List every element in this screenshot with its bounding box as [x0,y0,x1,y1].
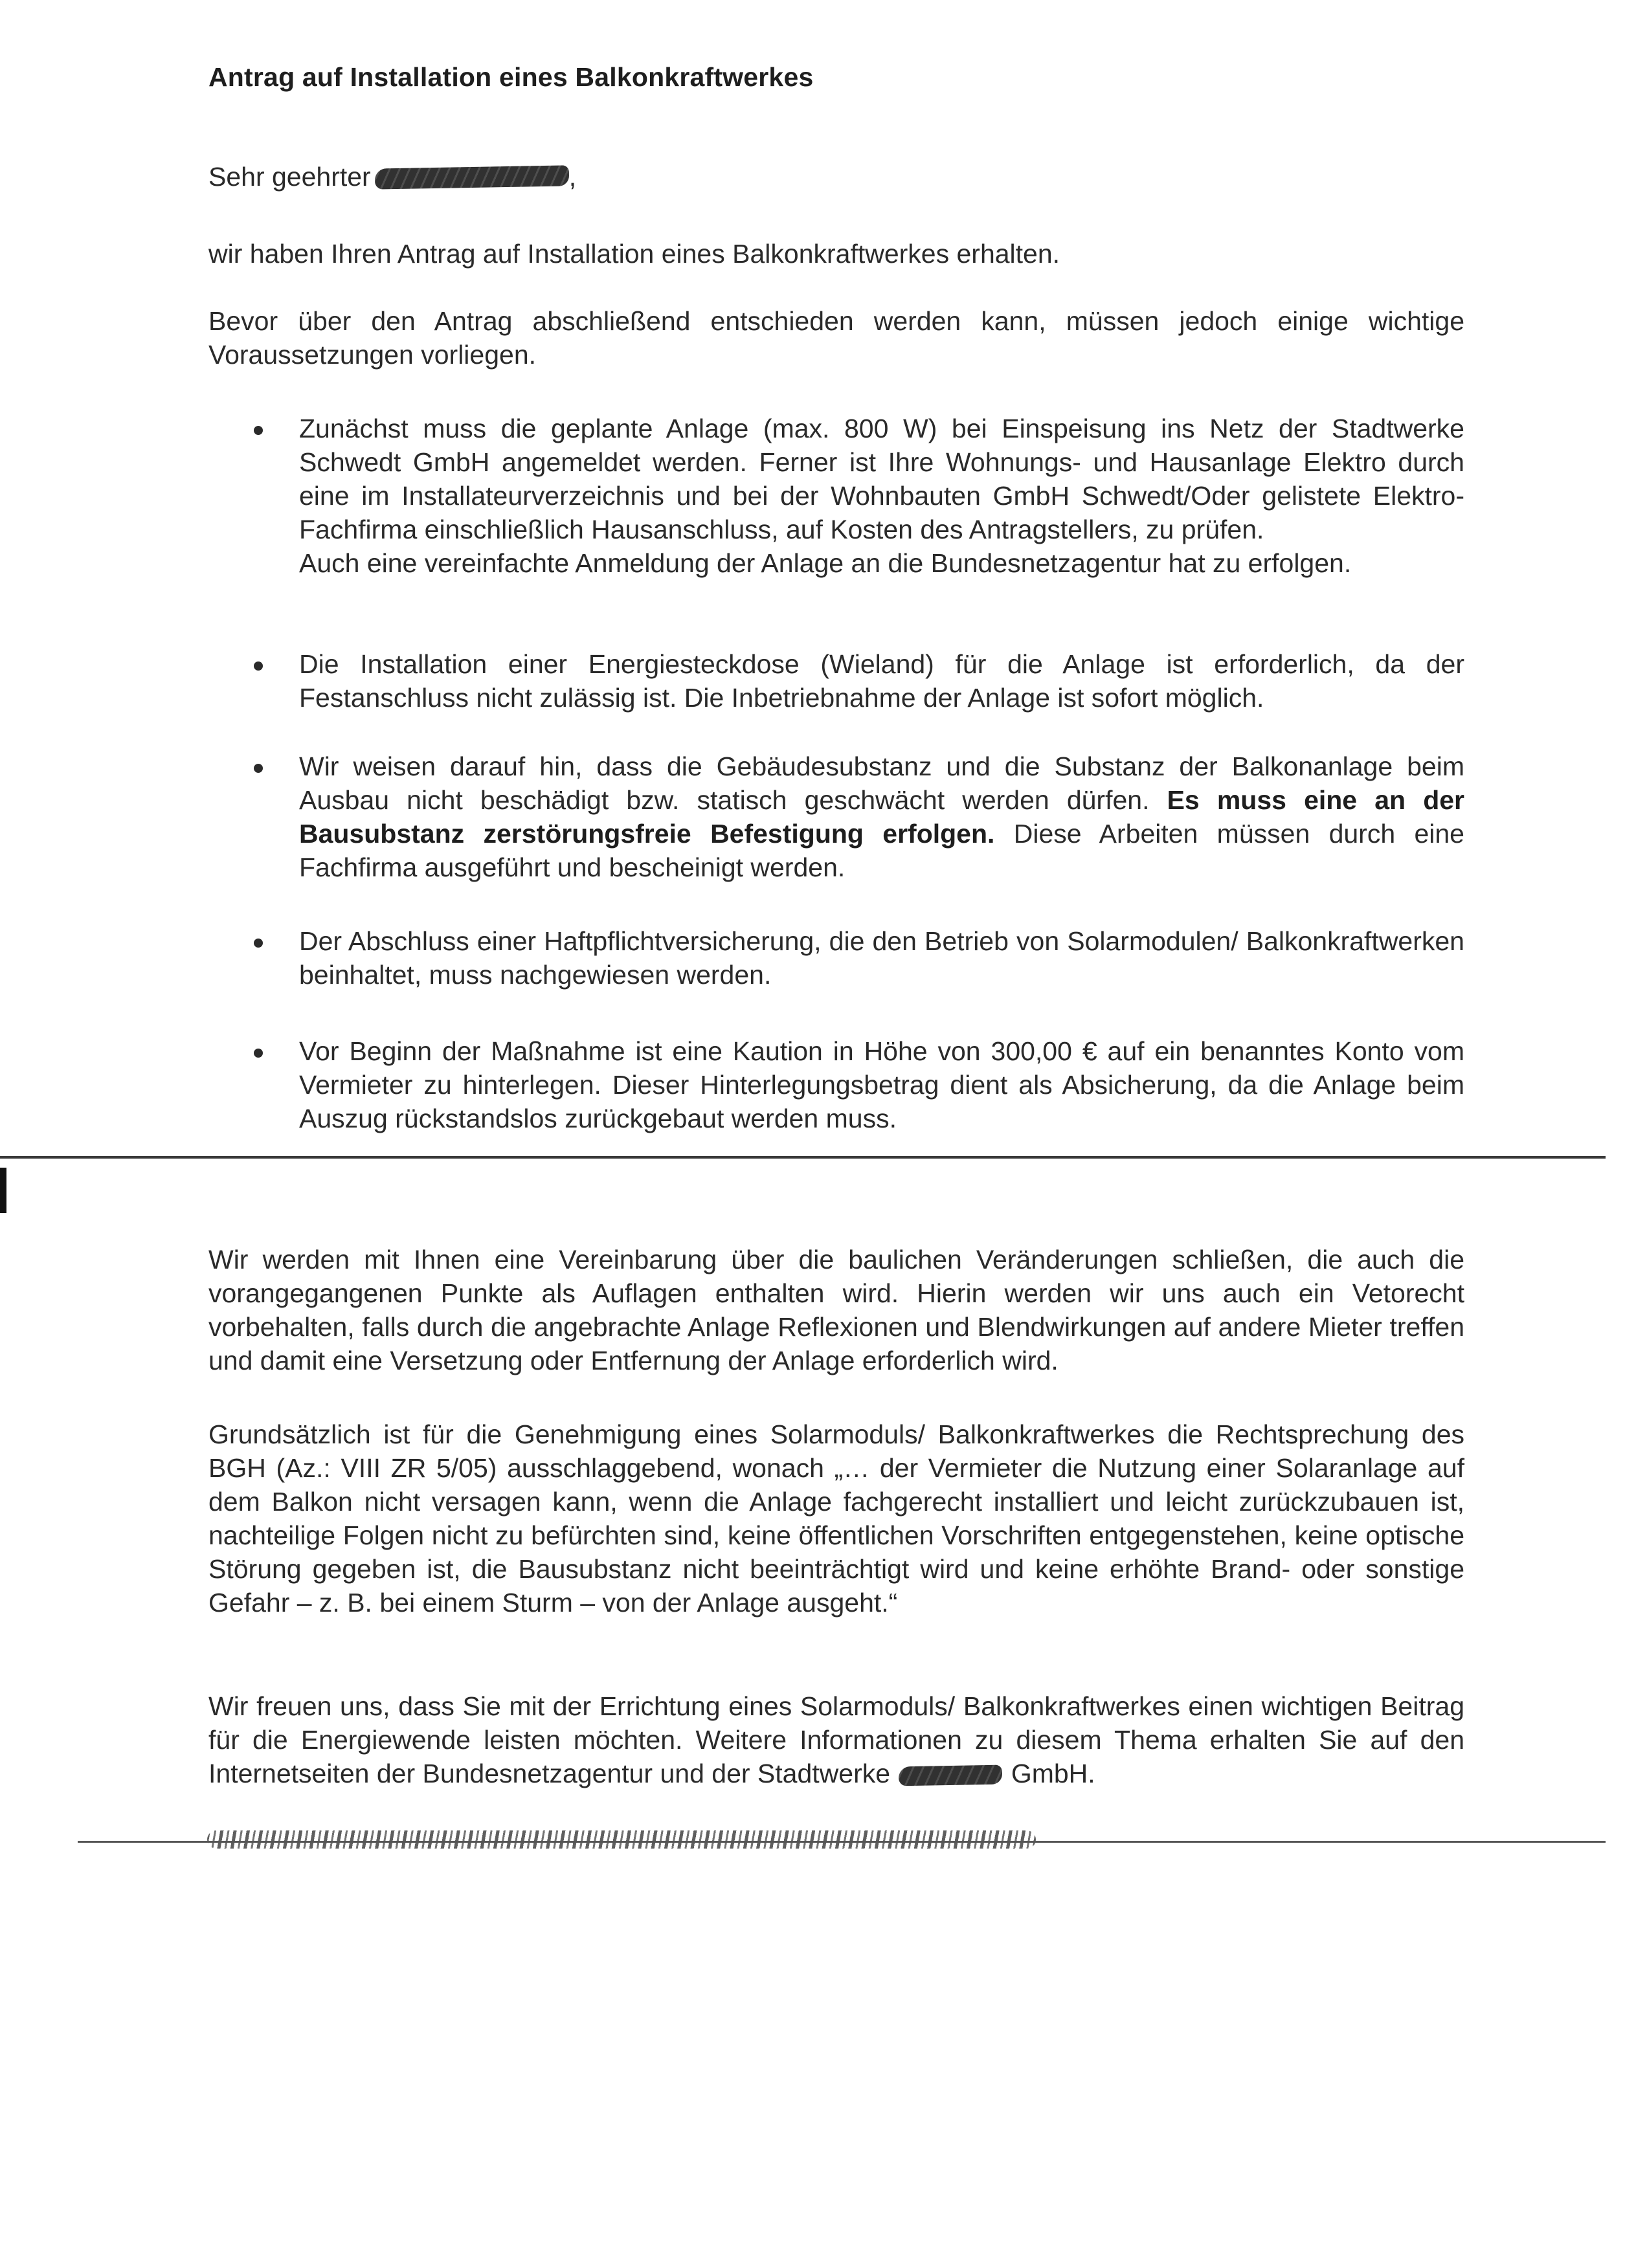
salutation-comma: , [568,162,577,192]
legal-paragraph: Grundsätzlich ist für die Genehmigung eines Solarmoduls/ Balkonkraftwerkes die Rechtsprechung des BGH (Az.: VIII ZR 5/05) ausschlaggebend, wonach „… der Vermieter die Nutzung einer Solaranlage auf dem Balkon nicht versagen kann, wenn die Anlage fachgerecht installiert und leicht zurückzubauen ist, nachteilige Folgen nicht zu befürchten sind, keine öffentlichen Vorschriften entgegenstehen, keine optische Störung gegeben ist, die Bausubstanz nicht beeinträchtigt wird und keine erhöhte Brand- oder sonstige Gefahr – z. B. bei einem Sturm – von der Anlage ausgeht.“ [208,1419,1464,1618]
list-item-text: Der Abschluss einer Haftpflichtversicherung, die den Betrieb von Solarmodulen/ Balkonkraftwerken beinhaltet, muss nachgewiesen werden. [299,926,1464,990]
list-item [247,647,1464,715]
requirements-list-4 [247,924,1464,992]
redacted-city [899,1765,1002,1786]
list-item-text: Die Installation einer Energiesteckdose (Wieland) für die Anlage ist erforderlich, da der Festanschluss nicht zulässig ist. Die Inbetriebnahme der Anlage ist sofort möglich. [299,649,1464,713]
list-item [247,1034,1464,1135]
salutation-text: Sehr geehrter [208,162,371,192]
requirements-list-5 [247,1034,1464,1135]
prerequisites-paragraph: Bevor über den Antrag abschließend entschieden werden kann, müssen jedoch einige wichtige Voraussetzungen vorliegen. [208,306,1464,370]
agreement-paragraph: Wir werden mit Ihnen eine Vereinbarung über die baulichen Veränderungen schließen, die auch die vorangegangenen Punkte als Auflagen enthalten wird. Hierin werden wir uns auch ein Vetorecht vorbehalten, falls durch die angebrachte Anlage Reflexionen und Blendwirkungen auf andere Mieter treffen und damit eine Versetzung oder Entfernung der Anlage erforderlich wird. [208,1245,1464,1375]
bullet-icon [254,662,263,671]
list-item [247,750,1464,884]
requirements-list-3 [247,750,1464,884]
closing-paragraph [208,1689,1464,1790]
list-item-text-2: Auch eine vereinfachte Anmeldung der Anlage an die Bundesnetzagentur hat zu erfolgen. [299,548,1352,578]
redacted-text-line [207,1830,1036,1849]
intro-paragraph: wir haben Ihren Antrag auf Installation eines Balkonkraftwerkes erhalten. [208,239,1060,269]
redacted-name [374,165,569,189]
closing-suffix: GmbH. [1003,1759,1095,1788]
letter-title: Antrag auf Installation eines Balkonkraftwerkes [208,62,814,92]
margin-mark [0,1168,6,1213]
requirements-list-2 [247,647,1464,715]
bullet-icon [254,426,263,435]
list-item-text-before: Wir weisen darauf hin, dass die Gebäudesubstanz und die Substanz der Balkonanlage beim Ausbau nicht beschädigt bzw. statisch geschwächt werden dürfen. [299,751,1464,815]
bullet-icon [254,764,263,773]
list-item-text [299,751,1464,882]
closing-text: Wir freuen uns, dass Sie mit der Errichtung eines Solarmoduls/ Balkonkraftwerkes einen wichtigen Beitrag für die Energiewende leisten möchten. Weitere Informationen zu diesem Thema erhalten Sie auf den Internetseiten der Bundesnetzagentur und der Stadtwerke [208,1691,1464,1788]
list-item-text: Vor Beginn der Maßnahme ist eine Kaution in Höhe von 300,00 € auf ein benanntes Konto vom Vermieter zu hinterlegen. Dieser Hinterlegungsbetrag dient als Absicherung, da die Anlage beim Auszug rückstandslos zurückgebaut werden muss. [299,1036,1464,1133]
page-fold-divider [0,1156,1606,1159]
requirements-list [247,412,1464,580]
salutation [208,162,576,192]
bullet-icon [254,939,263,948]
list-item [247,924,1464,992]
list-item-text-after: Diese Arbeiten müssen durch eine Fachfirma ausgeführt und bescheinigt werden. [299,819,1464,882]
list-item-bold: Es muss eine an der Bausubstanz zerstörungsfreie Befestigung erfolgen. [299,785,1464,849]
list-item-text: Zunächst muss die geplante Anlage (max. 800 W) bei Einspeisung ins Netz der Stadtwerke Schwedt GmbH angemeldet werden. Ferner ist Ihre Wohnungs- und Hausanlage Elektro durch eine im Installateurverzeichnis und bei der Wohnbauten GmbH Schwedt/Oder gelistete Elektro-Fachfirma einschließlich Hausanschluss, auf Kosten des Antragstellers, zu prüfen. [299,414,1464,544]
bullet-icon [254,1049,263,1058]
list-item [247,412,1464,580]
bottom-divider [78,1841,1606,1843]
